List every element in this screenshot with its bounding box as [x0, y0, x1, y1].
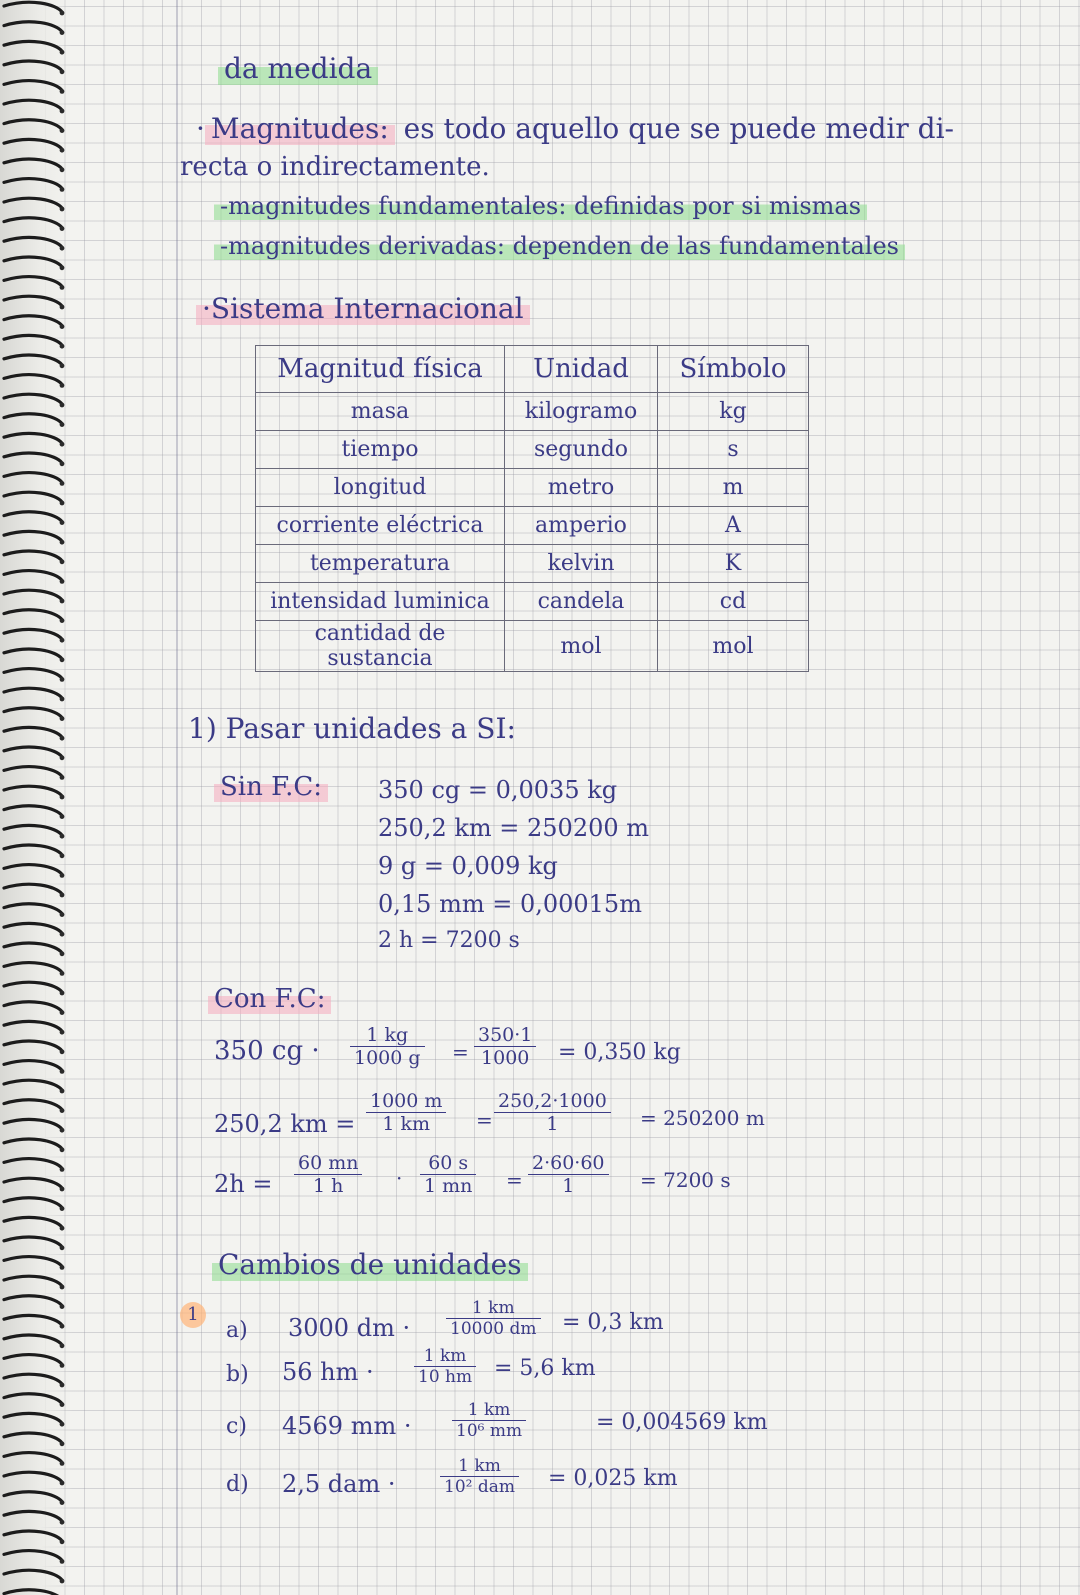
ring-hole: [60, 128, 65, 133]
ring-hole: [60, 109, 65, 114]
ring-hole: [60, 1108, 65, 1113]
ring-hole: [60, 834, 65, 839]
spiral-ring: [4, 1198, 62, 1208]
ring-hole: [60, 638, 65, 643]
item-label: a): [226, 1318, 248, 1343]
cell-simbolo: cd: [658, 583, 809, 621]
spiral-ring: [4, 1021, 62, 1031]
ring-hole: [60, 1500, 65, 1505]
exercise-badge: 1: [180, 1302, 206, 1328]
spiral-ring: [4, 786, 62, 796]
sin-fc-line: 350 cg = 0,0035 kg: [378, 776, 618, 804]
spiral-ring: [4, 257, 62, 267]
cell-unidad: amperio: [505, 507, 658, 545]
conversion-lead: 350 cg ·: [214, 1036, 320, 1066]
spiral-ring: [4, 120, 62, 130]
spiral-ring: [4, 139, 62, 149]
ring-hole: [60, 1147, 65, 1152]
spiral-ring: [4, 394, 62, 404]
fraction: $\frac{2\cdot 60\cdot 60}{1}$: [528, 1152, 609, 1197]
table-row: [256, 621, 809, 672]
spiral-ring: [4, 1178, 62, 1188]
notebook-page: da medida · Magnitudes: es todo aquello que se puede medir di- recta o indirectamente. -magnitudes fundamentales: definidas por si mismas -magnitudes derivadas: dependen de las fundamentales ·Sistema Internacional Magnitud física Unidad Símbolo masa kilogramo kg tiempo segundo s longitud metro m corriente eléctrica amperio A temperatura kelvin K intensidad luminica candela cd cantidad de sustancia mol mol 1) Pasar unidades a SI: Sin F.C: 350 cg = 0,0035 kg 250,2 km = 250200 m 9 g = 0,009 kg 0,15 mm = 0,00015m 2 h = 7200 s Con F.C: 350 cg · $\frac{1 kg}{1000 g}$ = $\frac{350\cdot 1}{1000}$ = 0,350 kg 250,2 km = $\frac{1000 m}{1 km}$ = $\frac{250,2\cdot 1000}{1}$ = 250200 m 2h = $\frac{60 mn}{1 h}$ · $\frac{60 s}{1 mn}$ = $\frac{2\cdot 60\cdot 60}{1}$ = 7200 s Cambios de unidades 1 a) 3000 dm · $\frac{1 km}{10000 dm}$ = 0,3 km b) 56 hm · $\frac{1 km}{10 hm}$ = 5,6 km c) 4569 mm · $\frac{1 km}{\text{10⁶ mm}}$ = 0,004569 km d) 2,5 dam · 1 km 10² dam = 0,025 km: [0, 0, 1080, 1595]
spiral-ring: [4, 1237, 62, 1247]
conversion-lead: 3000 dm ·: [288, 1314, 411, 1342]
spiral-ring: [4, 355, 62, 365]
cell-magnitud: tiempo: [256, 431, 505, 469]
conversion-lead: 250,2 km =: [214, 1110, 356, 1138]
ring-hole: [60, 657, 65, 662]
spiral-ring: [4, 590, 62, 600]
cell-magnitud: cantidad de sustancia: [256, 621, 505, 672]
spiral-ring: [4, 610, 62, 620]
con-fc-label: Con F.C:: [208, 984, 331, 1014]
ring-hole: [60, 1441, 65, 1446]
table-row: [256, 431, 809, 469]
ring-hole: [60, 579, 65, 584]
ring-hole: [60, 559, 65, 564]
sin-fc-line: 9 g = 0,009 kg: [378, 852, 558, 880]
conversion-result: = 5,6 km: [494, 1356, 596, 1381]
ring-hole: [60, 442, 65, 447]
spiral-ring: [4, 865, 62, 875]
si-table: [255, 345, 809, 672]
spiral-ring: [4, 296, 62, 306]
conversion-result: = 0,350 kg: [558, 1040, 681, 1065]
cell-unidad: metro: [505, 469, 658, 507]
ring-hole: [60, 618, 65, 623]
spiral-ring: [4, 1570, 62, 1580]
spiral-ring: [4, 727, 62, 737]
exercise1-heading: 1) Pasar unidades a SI:: [188, 712, 516, 745]
spiral-ring: [4, 492, 62, 502]
conversion-lead: 56 hm ·: [282, 1358, 374, 1386]
cell-unidad: kilogramo: [505, 393, 658, 431]
conversion-lead: 2,5 dam ·: [282, 1470, 396, 1498]
cell-simbolo: mol: [658, 621, 809, 672]
ring-hole: [60, 893, 65, 898]
spiral-ring: [4, 198, 62, 208]
ring-hole: [60, 1481, 65, 1486]
table-row: [256, 545, 809, 583]
conversion-result: = 0,3 km: [562, 1310, 664, 1335]
spiral-ring: [4, 1551, 62, 1561]
spiral-ring: [4, 433, 62, 443]
cell-magnitud: temperatura: [256, 545, 505, 583]
sin-fc-label: Sin F.C:: [214, 772, 328, 802]
spiral-ring: [4, 982, 62, 992]
header-magnitud: Magnitud física: [256, 346, 505, 393]
ring-hole: [60, 1343, 65, 1348]
ring-hole: [60, 1128, 65, 1133]
spiral-ring: [4, 1296, 62, 1306]
ring-hole: [60, 1539, 65, 1544]
ring-hole: [60, 540, 65, 545]
spiral-ring: [4, 1257, 62, 1267]
ring-hole: [60, 1089, 65, 1094]
spiral-ring: [4, 1100, 62, 1110]
ring-hole: [60, 167, 65, 172]
ring-hole: [60, 11, 65, 16]
fraction: $\frac{1 km}{\text{10⁶ mm}}$: [452, 1400, 526, 1441]
spiral-ring: [4, 1041, 62, 1051]
spiral-ring: [4, 218, 62, 228]
ring-hole: [60, 971, 65, 976]
table-row: [256, 507, 809, 545]
ring-hole: [60, 403, 65, 408]
spiral-ring: [4, 669, 62, 679]
spiral-ring: [4, 629, 62, 639]
spiral-ring: [4, 1590, 62, 1595]
ring-hole: [60, 1402, 65, 1407]
spiral-ring: [4, 159, 62, 169]
spiral-ring: [4, 100, 62, 110]
header-simbolo: Símbolo: [658, 346, 809, 393]
spiral-ring: [4, 41, 62, 51]
conversion-result: = 7200 s: [640, 1168, 731, 1192]
ring-hole: [60, 1010, 65, 1015]
ring-hole: [60, 755, 65, 760]
ring-hole: [60, 501, 65, 506]
ring-hole: [60, 1030, 65, 1035]
spiral-ring: [4, 22, 62, 32]
magnitudes-term: Magnitudes:: [205, 112, 395, 145]
cambios-heading: Cambios de unidades: [212, 1248, 528, 1281]
spiral-ring: [4, 1413, 62, 1423]
spiral-ring: [4, 1080, 62, 1090]
item-label: d): [226, 1472, 249, 1497]
spiral-ring: [4, 963, 62, 973]
fraction: $\frac{250,2\cdot 1000}{1}$: [494, 1090, 611, 1135]
spiral-ring: [4, 923, 62, 933]
ring-hole: [60, 1579, 65, 1584]
ring-hole: [60, 30, 65, 35]
spiral-ring: [4, 571, 62, 581]
ring-hole: [60, 363, 65, 368]
spiral-ring: [4, 1139, 62, 1149]
spiral-ring: [4, 1472, 62, 1482]
sin-fc-line: 0,15 mm = 0,00015m: [378, 890, 642, 918]
ring-hole: [60, 1363, 65, 1368]
ring-hole: [60, 736, 65, 741]
si-heading: ·Sistema Internacional: [196, 292, 530, 325]
cell-unidad: segundo: [505, 431, 658, 469]
cell-magnitud: intensidad luminica: [256, 583, 505, 621]
fraction: $\frac{60 s}{1 mn}$: [420, 1152, 476, 1197]
spiral-ring: [4, 453, 62, 463]
fraction: $\frac{1 km}{10000 dm}$: [446, 1298, 541, 1339]
spiral-ring: [4, 1394, 62, 1404]
spiral-ring: [4, 825, 62, 835]
cell-unidad: candela: [505, 583, 658, 621]
ring-hole: [60, 1265, 65, 1270]
spiral-ring: [4, 1217, 62, 1227]
ring-hole: [60, 1049, 65, 1054]
table-header-row: [256, 346, 809, 393]
ring-hole: [60, 265, 65, 270]
spiral-ring: [4, 747, 62, 757]
ring-hole: [60, 991, 65, 996]
spiral-ring: [4, 649, 62, 659]
ring-hole: [60, 677, 65, 682]
ring-hole: [60, 951, 65, 956]
ring-hole: [60, 1324, 65, 1329]
ring-hole: [60, 226, 65, 231]
ring-hole: [60, 461, 65, 466]
spiral-ring: [4, 414, 62, 424]
spiral-binding: [0, 0, 72, 1595]
ring-hole: [60, 285, 65, 290]
ring-hole: [60, 1245, 65, 1250]
magnitudes-line1: · Magnitudes: es todo aquello que se puede medir di-: [196, 112, 955, 145]
ring-hole: [60, 422, 65, 427]
ring-hole: [60, 344, 65, 349]
ring-hole: [60, 246, 65, 251]
spiral-ring: [4, 884, 62, 894]
cell-simbolo: kg: [658, 393, 809, 431]
cell-magnitud: corriente eléctrica: [256, 507, 505, 545]
ring-hole: [60, 1422, 65, 1427]
table-row: [256, 583, 809, 621]
spiral-ring: [4, 806, 62, 816]
si-table-container: [255, 345, 809, 672]
cell-simbolo: m: [658, 469, 809, 507]
ring-hole: [60, 814, 65, 819]
spiral-ring: [4, 179, 62, 189]
cell-magnitud: masa: [256, 393, 505, 431]
ring-hole: [60, 187, 65, 192]
spiral-ring: [4, 81, 62, 91]
ring-hole: [60, 1285, 65, 1290]
ring-hole: [60, 1206, 65, 1211]
ring-hole: [60, 383, 65, 388]
spiral-ring: [4, 1531, 62, 1541]
spiral-ring: [4, 943, 62, 953]
ring-hole: [60, 305, 65, 310]
ring-hole: [60, 520, 65, 525]
spiral-ring: [4, 531, 62, 541]
spiral-ring: [4, 708, 62, 718]
item-label: b): [226, 1362, 249, 1387]
ring-hole: [60, 1461, 65, 1466]
sin-fc-line: 2 h = 7200 s: [378, 928, 520, 953]
fraction: $\frac{60 mn}{1 h}$: [294, 1152, 362, 1197]
spiral-ring: [4, 845, 62, 855]
ring-hole: [60, 853, 65, 858]
spiral-ring: [4, 1433, 62, 1443]
spiral-ring: [4, 61, 62, 71]
fraction: $\frac{1 kg}{1000 g}$: [350, 1024, 425, 1069]
spiral-ring: [4, 277, 62, 287]
conversion-result: = 0,004569 km: [596, 1410, 768, 1435]
magnitudes-line2: recta o indirectamente.: [180, 152, 490, 182]
cell-simbolo: s: [658, 431, 809, 469]
header-unidad: Unidad: [505, 346, 658, 393]
ring-hole: [60, 1226, 65, 1231]
ring-hole: [60, 697, 65, 702]
ring-hole: [60, 599, 65, 604]
spiral-ring: [4, 1492, 62, 1502]
spiral-ring: [4, 1119, 62, 1129]
table-row: [256, 393, 809, 431]
ring-hole: [60, 932, 65, 937]
spiral-ring: [4, 1355, 62, 1365]
spiral-ring: [4, 767, 62, 777]
ring-hole: [60, 324, 65, 329]
spiral-ring: [4, 335, 62, 345]
margin-line: [176, 0, 178, 1595]
cell-unidad: kelvin: [505, 545, 658, 583]
cell-simbolo: A: [658, 507, 809, 545]
spiral-ring: [4, 1511, 62, 1521]
ring-hole: [60, 795, 65, 800]
item-label: c): [226, 1414, 247, 1439]
spiral-ring: [4, 1061, 62, 1071]
table-row: [256, 469, 809, 507]
ring-hole: [60, 207, 65, 212]
spiral-ring: [4, 1453, 62, 1463]
spiral-ring: [4, 512, 62, 522]
spiral-ring: [4, 1276, 62, 1286]
ring-hole: [60, 912, 65, 917]
spiral-ring: [4, 1374, 62, 1384]
conversion-lead: 4569 mm ·: [282, 1412, 412, 1440]
spiral-ring: [4, 1335, 62, 1345]
fraction: 1 km 10² dam: [440, 1456, 519, 1497]
magnitudes-fundamental: -magnitudes fundamentales: definidas por si mismas: [214, 192, 867, 220]
ring-hole: [60, 1383, 65, 1388]
ring-hole: [60, 481, 65, 486]
ring-hole: [60, 1520, 65, 1525]
conversion-result: = 0,025 km: [548, 1466, 678, 1491]
ring-hole: [60, 1069, 65, 1074]
spiral-ring: [4, 1002, 62, 1012]
ring-hole: [60, 873, 65, 878]
fraction: $\frac{1000 m}{1 km}$: [366, 1090, 446, 1135]
spiral-ring: [4, 1315, 62, 1325]
fraction: $\frac{350\cdot 1}{1000}$: [474, 1024, 536, 1069]
ring-hole: [60, 148, 65, 153]
cell-magnitud: longitud: [256, 469, 505, 507]
spiral-ring: [4, 688, 62, 698]
conversion-lead: 2h =: [214, 1170, 273, 1198]
ring-hole: [60, 50, 65, 55]
fraction: $\frac{1 km}{10 hm}$: [414, 1346, 476, 1387]
cell-simbolo: K: [658, 545, 809, 583]
ring-hole: [60, 716, 65, 721]
magnitudes-derivadas: -magnitudes derivadas: dependen de las fundamentales: [214, 232, 905, 260]
spiral-ring: [4, 2, 62, 12]
ring-hole: [60, 1167, 65, 1172]
ring-hole: [60, 89, 65, 94]
ring-hole: [60, 1187, 65, 1192]
spiral-rings-icon: [0, 0, 72, 1595]
cell-unidad: mol: [505, 621, 658, 672]
sin-fc-line: 250,2 km = 250200 m: [378, 814, 650, 842]
ring-hole: [60, 69, 65, 74]
spiral-ring: [4, 473, 62, 483]
ring-hole: [60, 1559, 65, 1564]
ring-hole: [60, 775, 65, 780]
page-title: da medida: [218, 52, 378, 85]
spiral-ring: [4, 904, 62, 914]
spiral-ring: [4, 375, 62, 385]
spiral-ring: [4, 1159, 62, 1169]
conversion-result: = 250200 m: [640, 1106, 765, 1130]
ring-hole: [60, 1304, 65, 1309]
spiral-ring: [4, 316, 62, 326]
spiral-ring: [4, 237, 62, 247]
spiral-ring: [4, 551, 62, 561]
